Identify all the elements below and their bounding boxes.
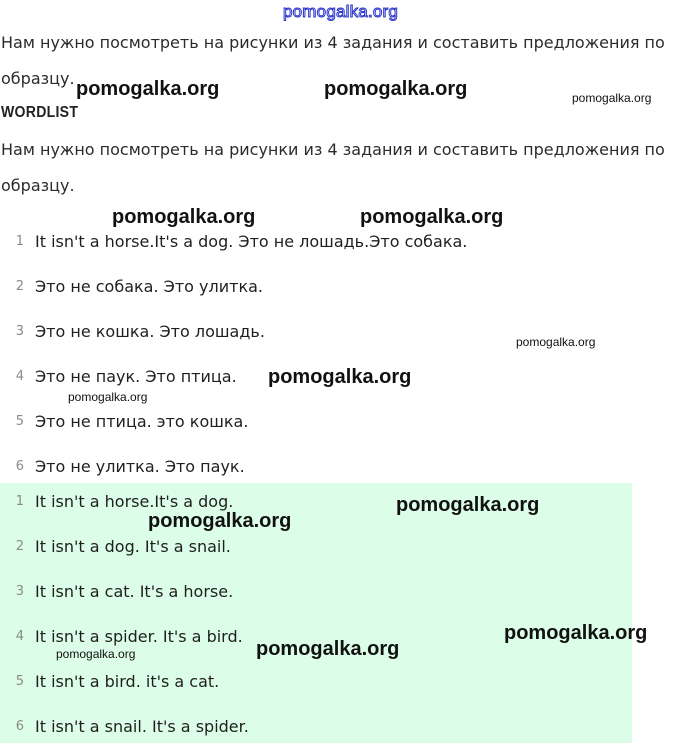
list-item (0, 579, 233, 603)
watermark-top: pomogalka.org (283, 2, 399, 21)
watermark: pomogalka.org (256, 638, 400, 660)
item-text: It isn't a spider. It's a bird. (35, 626, 243, 646)
item-number: 1 (15, 493, 24, 509)
watermark: pomogalka.org (396, 494, 540, 516)
item-number: 5 (15, 673, 24, 689)
item-number: 3 (15, 583, 24, 599)
list-item (0, 624, 243, 648)
item-text: Это не собака. Это улитка. (35, 276, 263, 296)
list-item (0, 534, 231, 558)
watermark: pomogalka.org (324, 78, 468, 100)
item-text: Это не кошка. Это лошадь. (35, 321, 265, 341)
item-number: 4 (15, 628, 24, 644)
intro-paragraph: Нам нужно посмотреть на рисунки из 4 задания и составить предложения по образцу. (1, 33, 665, 88)
item-text: It isn't a cat. It's a horse. (35, 581, 234, 601)
item-text: It isn't a horse.It's a dog. Это не лошадь.Это собака. (35, 231, 468, 251)
item-text: It isn't a dog. It's a snail. (35, 536, 231, 556)
list-item (0, 454, 245, 478)
item-text: Это не птица. это кошка. (35, 411, 249, 431)
item-text: Это не паук. Это птица. (35, 366, 237, 386)
watermark: pomogalka.org (360, 206, 504, 228)
watermark: pomogalka.org (572, 91, 652, 105)
watermark: pomogalka.org (268, 366, 412, 388)
item-number: 4 (15, 368, 24, 384)
watermark: pomogalka.org (68, 390, 148, 404)
watermark: pomogalka.org (56, 647, 136, 661)
list-item (0, 274, 263, 298)
item-number: 2 (15, 278, 24, 294)
watermark: pomogalka.org (516, 335, 596, 349)
item-number: 6 (15, 718, 24, 734)
item-number: 1 (15, 233, 24, 249)
list-item (0, 669, 219, 693)
watermark: pomogalka.org (148, 510, 292, 532)
list-item (0, 364, 237, 388)
watermark: pomogalka.org (504, 622, 648, 644)
item-number: 6 (15, 458, 24, 474)
item-number: 3 (15, 323, 24, 339)
item-text: It isn't a bird. it's a cat. (35, 671, 220, 691)
item-number: 2 (15, 538, 24, 554)
item-text: It isn't a horse.It's a dog. (35, 491, 234, 511)
list-item (0, 409, 248, 433)
wordlist-heading: WORDLIST (1, 104, 79, 121)
watermark: pomogalka.org (76, 78, 220, 100)
item-text: Это не улитка. Это паук. (35, 456, 245, 476)
wordlist-paragraph: Нам нужно посмотреть на рисунки из 4 задания и составить предложения по образцу. (1, 140, 665, 195)
watermark: pomogalka.org (112, 206, 256, 228)
item-number: 5 (15, 413, 24, 429)
list-item (0, 714, 249, 738)
item-text: It isn't a snail. It's a spider. (35, 716, 249, 736)
list-item (0, 229, 467, 253)
list-item (0, 319, 265, 343)
answer-highlight (0, 483, 632, 743)
